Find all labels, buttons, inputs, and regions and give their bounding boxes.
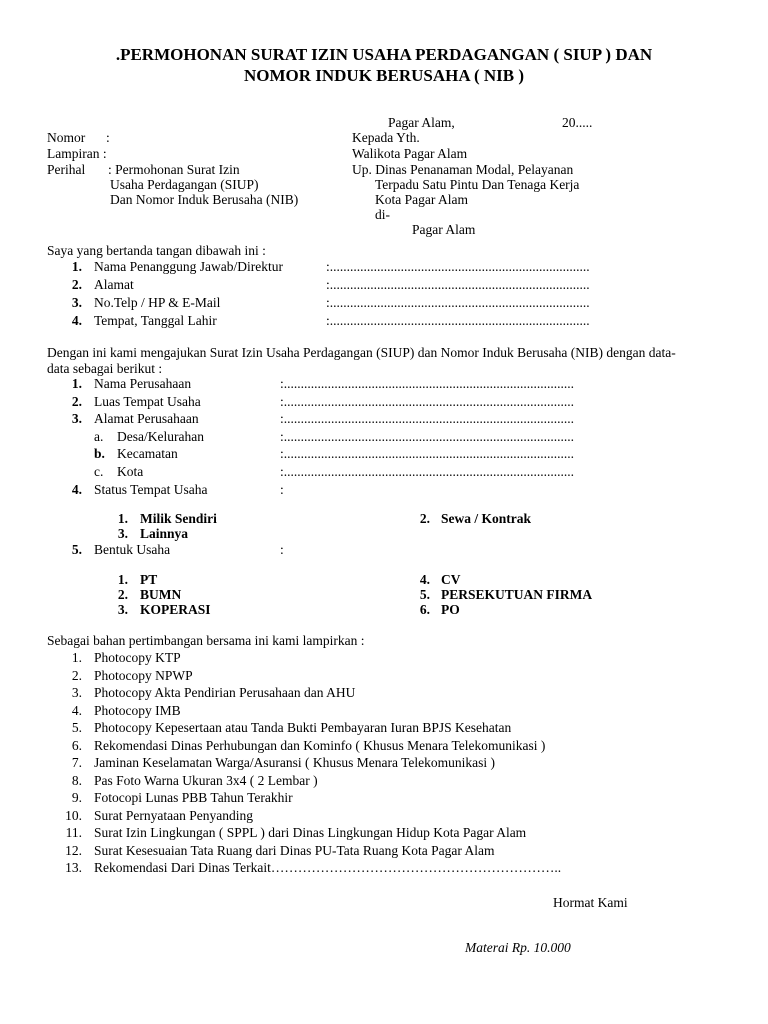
attachment-item: Fotocopi Lunas PBB Tahun Terakhir bbox=[94, 790, 293, 805]
attachment-number: 13. bbox=[65, 860, 82, 875]
applicant-item-fill[interactable]: :............................................................................. bbox=[326, 313, 590, 328]
status-option-number: 1. bbox=[117, 511, 128, 526]
document-title-line-1: .PERMOHONAN SURAT IZIN USAHA PERDAGANGAN ( SIUP ) DAN bbox=[115, 45, 653, 64]
bentuk-option-number: 2. bbox=[117, 587, 128, 602]
attachment-number: 5. bbox=[71, 720, 82, 735]
applicant-item-label: Alamat bbox=[94, 277, 134, 292]
attachment-number: 7. bbox=[71, 755, 82, 770]
attachment-number: 11. bbox=[65, 825, 82, 840]
attachment-item: Surat Izin Lingkungan ( SPPL ) dari Dinas Lingkungan Hidup Kota Pagar Alam bbox=[94, 825, 527, 840]
place-date: Pagar Alam, bbox=[388, 115, 455, 130]
applicant-item-number: 1. bbox=[71, 259, 82, 274]
nomor-colon: : bbox=[106, 130, 110, 145]
applicant-intro: Saya yang bertanda tangan dibawah ini : bbox=[47, 243, 266, 258]
applicant-item-label: Nama Penanggung Jawab/Direktur bbox=[94, 259, 283, 274]
hormat-kami: Hormat Kami bbox=[553, 895, 628, 910]
applicant-item-number: 2. bbox=[71, 277, 82, 292]
address-sub-letter: a. bbox=[94, 429, 104, 444]
lampiran-label: Lampiran : bbox=[47, 146, 107, 161]
attachment-number: 3. bbox=[71, 685, 82, 700]
attachment-item: Surat Kesesuaian Tata Ruang dari Dinas PU-Tata Ruang Kota Pagar Alam bbox=[94, 842, 495, 858]
address-sub-fill[interactable]: :...................................................................................... bbox=[280, 429, 575, 444]
applicant-item-label: Tempat, Tanggal Lahir bbox=[94, 313, 217, 328]
applicant-item-fill[interactable]: :............................................................................. bbox=[326, 295, 590, 310]
attachment-item: Photocopy Kepesertaan atau Tanda Bukti Pembayaran Iuran BPJS Kesehatan bbox=[94, 720, 512, 735]
perihal-line-2: Usaha Perdagangan (SIUP) bbox=[110, 177, 259, 192]
attachment-number: 4. bbox=[71, 702, 82, 718]
status-option-number: 3. bbox=[117, 526, 128, 541]
attachment-number: 9. bbox=[71, 790, 82, 805]
status-label: Status Tempat Usaha bbox=[94, 482, 208, 497]
recipient-up-line-3: Kota Pagar Alam bbox=[375, 192, 468, 207]
address-sub-letter: b. bbox=[94, 446, 105, 461]
bentuk-option-number: 4. bbox=[419, 572, 430, 587]
company-item-label: Nama Perusahaan bbox=[94, 376, 192, 391]
attachment-number: 8. bbox=[71, 772, 82, 788]
recipient-city: Pagar Alam bbox=[412, 222, 476, 237]
recipient-up-line-1: Up. Dinas Penanaman Modal, Pelayanan bbox=[352, 162, 574, 177]
recipient-up-line-2: Terpadu Satu Pintu Dan Tenaga Kerja bbox=[375, 177, 580, 192]
perihal-line-3: Dan Nomor Induk Berusaha (NIB) bbox=[110, 192, 299, 207]
attachment-item: Photocopy NPWP bbox=[94, 667, 193, 683]
company-item-label: Luas Tempat Usaha bbox=[94, 394, 201, 409]
address-sub-fill[interactable]: :...................................................................................... bbox=[280, 446, 575, 461]
bentuk-option-label[interactable]: KOPERASI bbox=[140, 602, 211, 617]
bentuk-option-number: 3. bbox=[117, 602, 128, 617]
attachments-intro: Sebagai bahan pertimbangan bersama ini kami lampirkan : bbox=[47, 633, 365, 648]
company-item-number: 2. bbox=[71, 394, 82, 409]
perihal-line-1: : Permohonan Surat Izin bbox=[108, 162, 240, 177]
attachment-item: Rekomendasi Dari Dinas Terkait……………………………………………………….. bbox=[94, 860, 562, 875]
company-item-fill[interactable]: :...................................................................................... bbox=[280, 376, 575, 391]
address-sub-label: Kota bbox=[117, 464, 144, 479]
bentuk-option-label[interactable]: BUMN bbox=[140, 587, 182, 602]
applicant-item-number: 3. bbox=[71, 295, 82, 310]
bentuk-label: Bentuk Usaha bbox=[94, 542, 171, 557]
document-title-line-2: NOMOR INDUK BERUSAHA ( NIB ) bbox=[243, 66, 525, 85]
company-item-number: 3. bbox=[71, 411, 82, 426]
status-option-label[interactable]: Sewa / Kontrak bbox=[441, 511, 532, 526]
company-item-label: Alamat Perusahaan bbox=[94, 411, 199, 426]
status-option-number: 2. bbox=[419, 511, 430, 526]
address-sub-label: Desa/Kelurahan bbox=[117, 429, 204, 444]
address-sub-label: Kecamatan bbox=[117, 446, 178, 461]
bentuk-number: 5. bbox=[71, 542, 82, 557]
attachment-item: Jaminan Keselamatan Warga/Asuransi ( Khusus Menara Telekomunikasi ) bbox=[94, 755, 495, 770]
company-item-fill[interactable]: :...................................................................................... bbox=[280, 394, 575, 409]
nomor-label: Nomor bbox=[47, 130, 86, 145]
attachment-item: Surat Pernyataan Penyanding bbox=[94, 807, 253, 823]
company-intro-line-2: data sebagai berikut : bbox=[47, 361, 163, 376]
bentuk-option-label[interactable]: PERSEKUTUAN FIRMA bbox=[441, 587, 593, 602]
attachment-number: 6. bbox=[71, 737, 82, 753]
company-intro-line-1: Dengan ini kami mengajukan Surat Izin Usaha Perdagangan (SIUP) dan Nomor Induk Berusaha (NIB) dengan data- bbox=[47, 345, 676, 360]
materai-note: Materai Rp. 10.000 bbox=[465, 940, 571, 955]
recipient-di: di- bbox=[375, 207, 390, 222]
attachment-number: 2. bbox=[71, 667, 82, 683]
recipient-walikota: Walikota Pagar Alam bbox=[352, 146, 468, 161]
status-number: 4. bbox=[71, 482, 82, 497]
attachment-item: Photocopy KTP bbox=[94, 650, 181, 665]
address-sub-fill[interactable]: :...................................................................................... bbox=[280, 464, 575, 479]
applicant-item-fill[interactable]: :............................................................................. bbox=[326, 277, 590, 292]
applicant-item-number: 4. bbox=[71, 313, 82, 328]
attachment-number: 10. bbox=[65, 807, 82, 823]
company-item-fill[interactable]: :...................................................................................... bbox=[280, 411, 575, 426]
bentuk-option-number: 1. bbox=[117, 572, 128, 587]
applicant-item-fill[interactable]: :............................................................................. bbox=[326, 259, 590, 274]
company-item-number: 1. bbox=[71, 376, 82, 391]
year-field: 20..... bbox=[562, 115, 593, 130]
status-option-label[interactable]: Milik Sendiri bbox=[140, 511, 217, 526]
applicant-item-label: No.Telp / HP & E-Mail bbox=[94, 295, 221, 310]
attachment-item: Photocopy Akta Pendirian Perusahaan dan AHU bbox=[94, 685, 356, 700]
perihal-label: Perihal bbox=[47, 162, 86, 177]
bentuk-option-label[interactable]: CV bbox=[441, 572, 461, 587]
bentuk-option-number: 5. bbox=[419, 587, 430, 602]
attachment-item: Rekomendasi Dinas Perhubungan dan Kominfo ( Khusus Menara Telekomunikasi ) bbox=[94, 737, 546, 753]
bentuk-option-label[interactable]: PT bbox=[140, 572, 158, 587]
attachment-item: Pas Foto Warna Ukuran 3x4 ( 2 Lembar ) bbox=[94, 772, 318, 788]
attachment-item: Photocopy IMB bbox=[94, 702, 181, 718]
bentuk-colon: : bbox=[280, 542, 284, 557]
attachment-number: 1. bbox=[71, 650, 82, 665]
attachment-number: 12. bbox=[65, 842, 82, 858]
kepada-yth: Kepada Yth. bbox=[352, 130, 420, 145]
status-option-label[interactable]: Lainnya bbox=[140, 526, 189, 541]
bentuk-option-number: 6. bbox=[419, 602, 430, 617]
address-sub-letter: c. bbox=[94, 464, 104, 479]
status-colon: : bbox=[280, 482, 284, 497]
bentuk-option-label[interactable]: PO bbox=[441, 602, 460, 617]
